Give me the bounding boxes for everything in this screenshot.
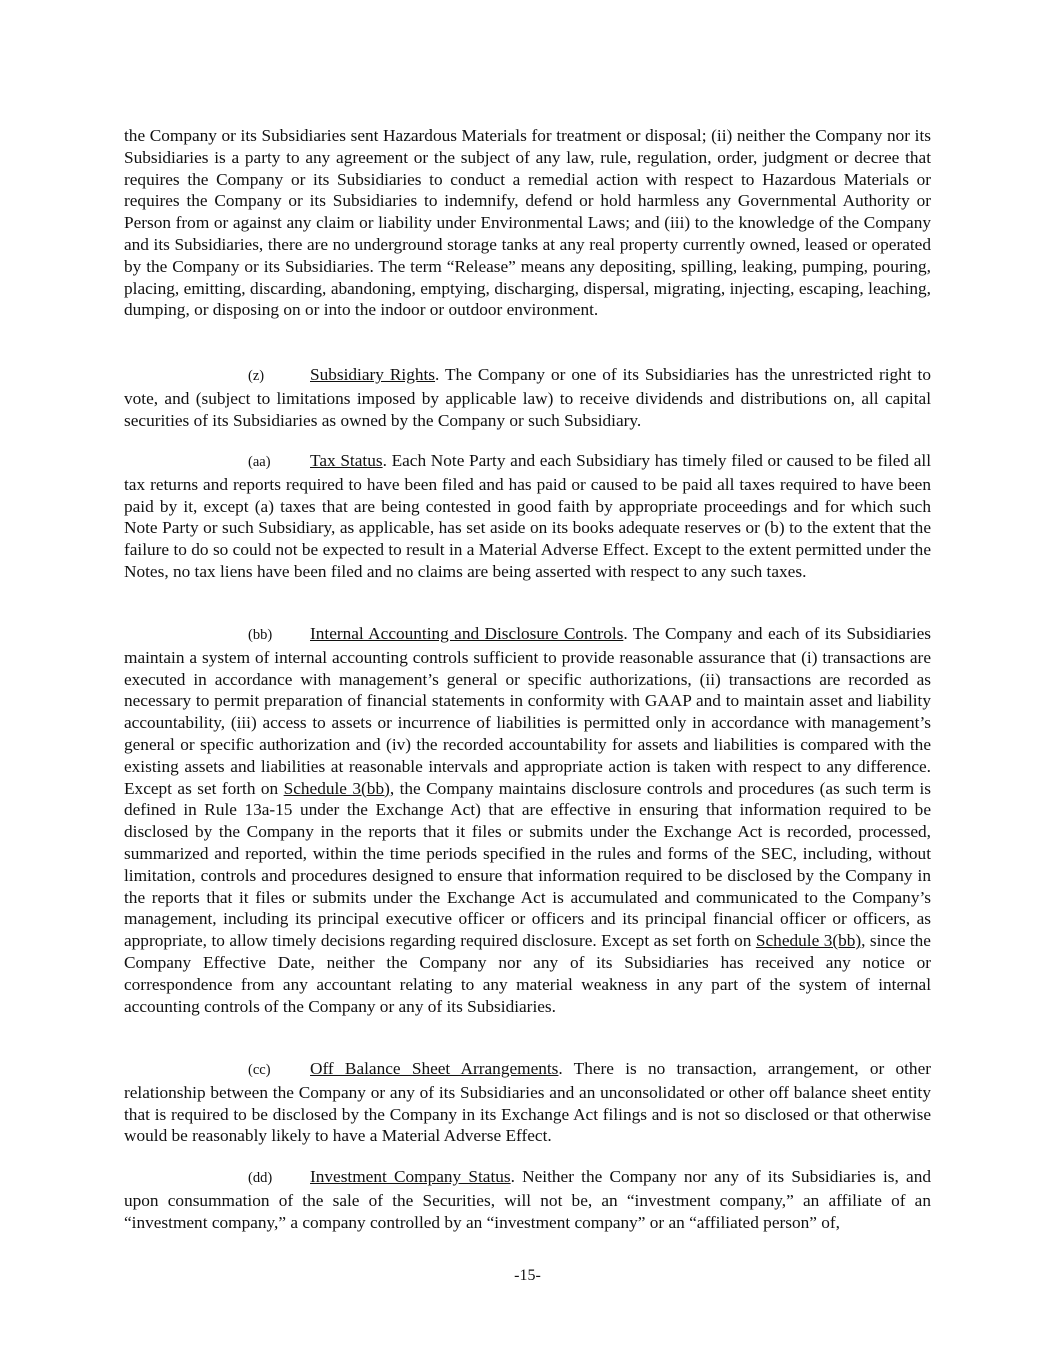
section-bb: [124, 623, 931, 1017]
section-body: . Neither the Company nor any of its Subsidiaries is, and upon consummation of the sale of the Securities, will not be, an “investment company,” an affiliate of an “investment company,” a company controlled by an “investment company” or an “affiliated person” of,: [124, 1167, 931, 1232]
section-heading: Tax Status: [310, 451, 383, 470]
section-cc: [124, 1058, 931, 1147]
section-number: (dd): [248, 1170, 273, 1186]
page-number: -15-: [514, 1267, 541, 1284]
section-body: . The Company or one of its Subsidiaries has the unrestricted right to vote, and (subject to limitations imposed by applicable law) to receive dividends and distributions on, all capital securities of its Subsidiaries as owned by the Company or such Subsidiary.: [124, 365, 931, 430]
section-number: (bb): [248, 627, 273, 643]
section-number: (aa): [248, 454, 271, 470]
section-body: . There is no transaction, arrangement, or other relationship between the Company or any of its Subsidiaries and an unconsolidated or other off balance sheet entity that is required to be disclosed by the Company in its Exchange Act filings and is not so disclosed or that otherwise would be reasonably likely to have a Material Adverse Effect.: [124, 1059, 931, 1146]
section-body: . Each Note Party and each Subsidiary has timely filed or caused to be filed all tax returns and reports required to have been filed and has paid or caused to be paid all taxes required to have been paid by it, except (a) taxes that are being contested in good faith by appropriate proceedings and for which such Note Party or such Subsidiary, as applicable, has set aside on its books adequate reserves or (b) to the extent that the failure to do so could not be expected to result in a Material Adverse Effect. Except to the extent permitted under the Notes, no tax liens have been filed and no claims are being asserted with respect to any such taxes.: [124, 451, 931, 581]
schedule-reference: Schedule 3(bb): [755, 931, 862, 951]
section-body: , the Company maintains disclosure controls and procedures (as such term is defined in Rule 13a-15 under the Exchange Act) that are effective in ensuring that information required to be disclosed by the Company in the reports that it files or submits under the Exchange Act is recorded, processed, summarized and reported, within the time periods specified in the rules and forms of the SEC, including, without limitation, controls and procedures designed to ensure that information required to be disclosed by the Company in the reports that it files or submits under the Exchange Act is accumulated and communicated to the Company’s management, including its principal executive officer or officers and its principal financial officer or officers, as appropriate, to allow timely decisions regarding required disclosure. Except as set forth on: [124, 778, 931, 951]
section-heading: Investment Company Status: [310, 1167, 511, 1186]
section-heading: Internal Accounting and Disclosure Controls: [310, 624, 624, 643]
section-body: . The Company and each of its Subsidiaries maintain a system of internal accounting controls sufficient to provide reasonable assurance that (i) transactions are executed in accordance with management’s general or specific authorizations, (ii) transactions are recorded as necessary to permit preparation of financial statements in conformity with GAAP and to maintain asset and liability accountability, (iii) access to assets or incurrence of liabilities is permitted only in accordance with management’s general or specific authorization and (iv) the recorded accountability for assets and liabilities is compared with the existing assets and liabilities at reasonable intervals and appropriate action is taken with respect to any difference. Except as set forth on: [124, 624, 931, 798]
section-dd: [124, 1166, 931, 1233]
section-z: [124, 364, 931, 431]
schedule-reference: Schedule 3(bb): [283, 778, 390, 798]
section-number: (z): [248, 368, 265, 384]
section-body: , since the Company Effective Date, neither the Company nor any of its Subsidiaries has received any notice or correspondence from any accountant relating to any material weakness in any part of the system of internal accounting controls of the Company or any of its Subsidiaries.: [124, 931, 931, 1016]
section-heading: Off Balance Sheet Arrangements: [310, 1059, 559, 1078]
continuation-paragraph: [124, 125, 931, 321]
section-heading: Subsidiary Rights: [310, 365, 436, 384]
continuation-text: the Company or its Subsidiaries sent Hazardous Materials for treatment or disposal; (ii) neither the Company nor its Subsidiaries is a party to any agreement or the subject of any law, rule, regulation, order, judgment or decree that requires the Company or its Subsidiaries to conduct a remedial action with respect to Hazardous Materials or requires the Company or its Subsidiaries to indemnify, defend or hold harmless any Governmental Authority or Person from or against any claim or liability under Environmental Laws; and (iii) to the knowledge of the Company and its Subsidiaries, there are no underground storage tanks at any real property currently owned, leased or operated by the Company or its Subsidiaries. The term “Release” means any depositing, spilling, leaking, pumping, pouring, placing, emitting, discarding, abandoning, emptying, discharging, dispersal, migrating, injecting, escaping, leaching, dumping, or disposing on or into the indoor or outdoor environment.: [124, 126, 931, 320]
section-aa: [124, 450, 931, 583]
section-number: (cc): [248, 1062, 271, 1078]
